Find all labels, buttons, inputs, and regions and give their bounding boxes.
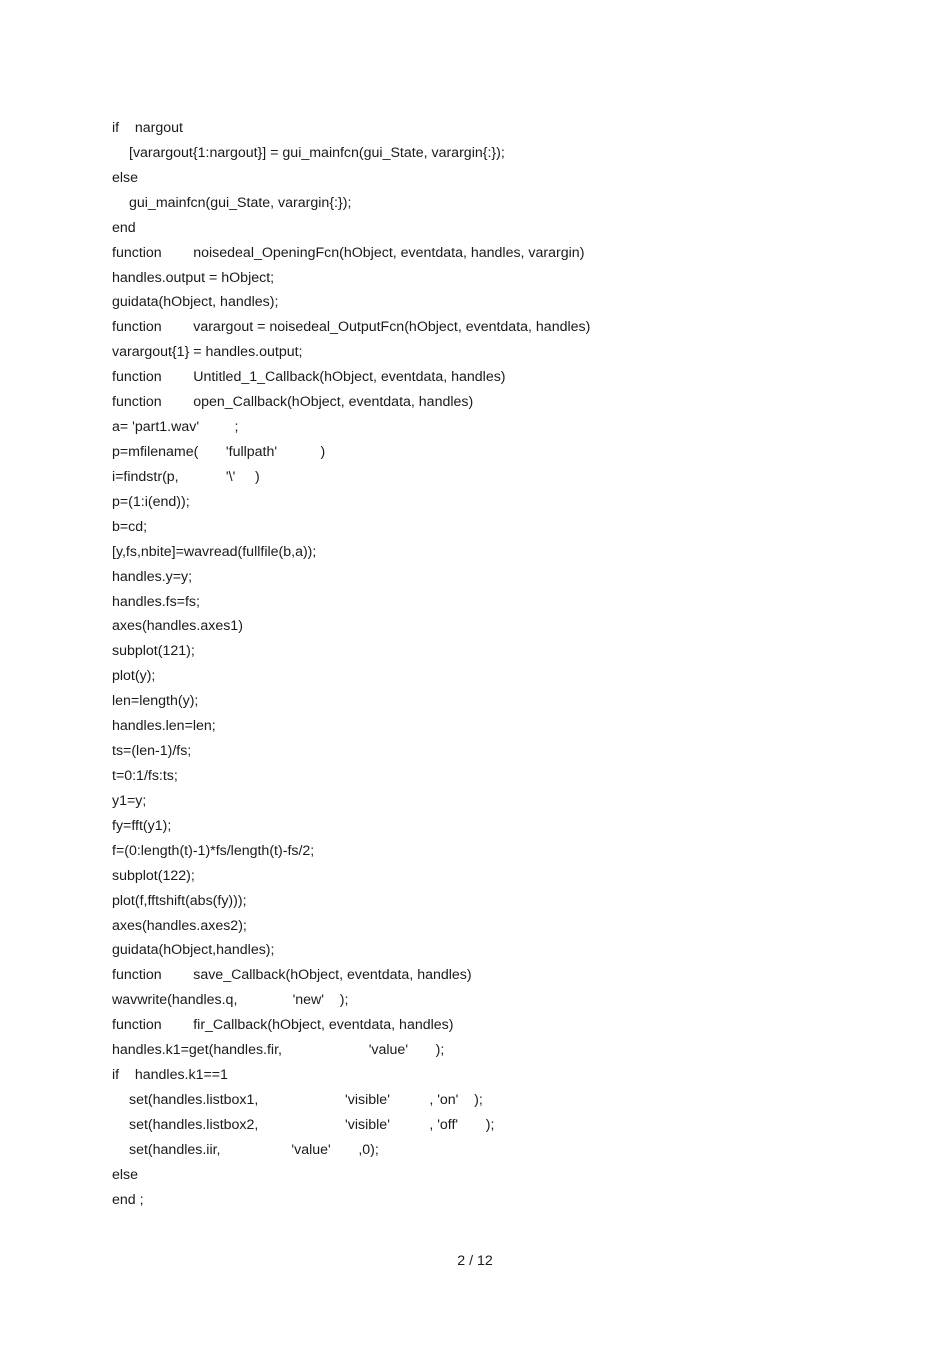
code-line: function fir_Callback(hObject, eventdata, handles) [112,1017,454,1034]
code-line: subplot(121); [112,643,195,660]
code-line: [y,fs,nbite]=wavread(fullfile(b,a)); [112,543,317,560]
code-line: else [112,169,139,186]
code-line: function noisedeal_OpeningFcn(hObject, eventdata, handles, varargin) [112,244,585,261]
code-line: if handles.k1==1 [112,1067,228,1084]
code-line: axes(handles.axes1) [112,618,243,635]
code-line: function save_Callback(hObject, eventdata, handles) [112,967,472,984]
code-listing [112,116,872,1213]
code-line: fy=fft(y1); [112,817,172,834]
code-line: i=findstr(p, '\' ) [112,468,260,485]
code-line: varargout{1} = handles.output; [112,344,303,361]
code-line: handles.output = hObject; [112,269,275,286]
code-line: handles.fs=fs; [112,593,200,610]
page-number: 2 / 12 [457,1253,493,1269]
code-line: plot(y); [112,668,156,685]
code-line: t=0:1/fs:ts; [112,767,178,784]
code-line: b=cd; [112,518,148,535]
code-line: else [112,1166,139,1183]
code-line: p=(1:i(end)); [112,493,190,510]
code-line: guidata(hObject,handles); [112,942,275,959]
code-line: a= 'part1.wav' ; [112,419,239,436]
code-line: f=(0:length(t)-1)*fs/length(t)-fs/2; [112,842,315,859]
code-line: wavwrite(handles.q, 'new' ); [112,992,349,1009]
code-line: p=mfilename( 'fullpath' ) [112,443,326,460]
code-line: function open_Callback(hObject, eventdata, handles) [112,394,474,411]
code-line: y1=y; [112,792,147,809]
code-line: handles.k1=get(handles.fir, 'value' ); [112,1042,445,1059]
code-line: handles.len=len; [112,718,216,735]
code-line: set(handles.listbox2, 'visible' , 'off' ); [129,1116,495,1133]
code-line: set(handles.listbox1, 'visible' , 'on' ); [129,1091,483,1108]
code-line: [varargout{1:nargout}] = gui_mainfcn(gui_State, varargin{:}); [129,144,505,161]
code-line: set(handles.iir, 'value' ,0); [129,1141,379,1158]
code-line: end ; [112,1191,144,1208]
code-line: function Untitled_1_Callback(hObject, eventdata, handles) [112,369,506,386]
code-line: subplot(122); [112,867,195,884]
code-line: end [112,219,136,236]
code-line: gui_mainfcn(gui_State, varargin{:}); [129,194,352,211]
code-line: ts=(len-1)/fs; [112,743,192,760]
code-line: len=length(y); [112,693,199,710]
code-line: if nargout [112,120,183,136]
code-line: axes(handles.axes2); [112,917,247,934]
code-line: plot(f,fftshift(abs(fy))); [112,892,247,909]
code-line: guidata(hObject, handles); [112,294,279,311]
code-line: function varargout = noisedeal_OutputFcn(hObject, eventdata, handles) [112,319,591,336]
code-line: handles.y=y; [112,568,193,585]
